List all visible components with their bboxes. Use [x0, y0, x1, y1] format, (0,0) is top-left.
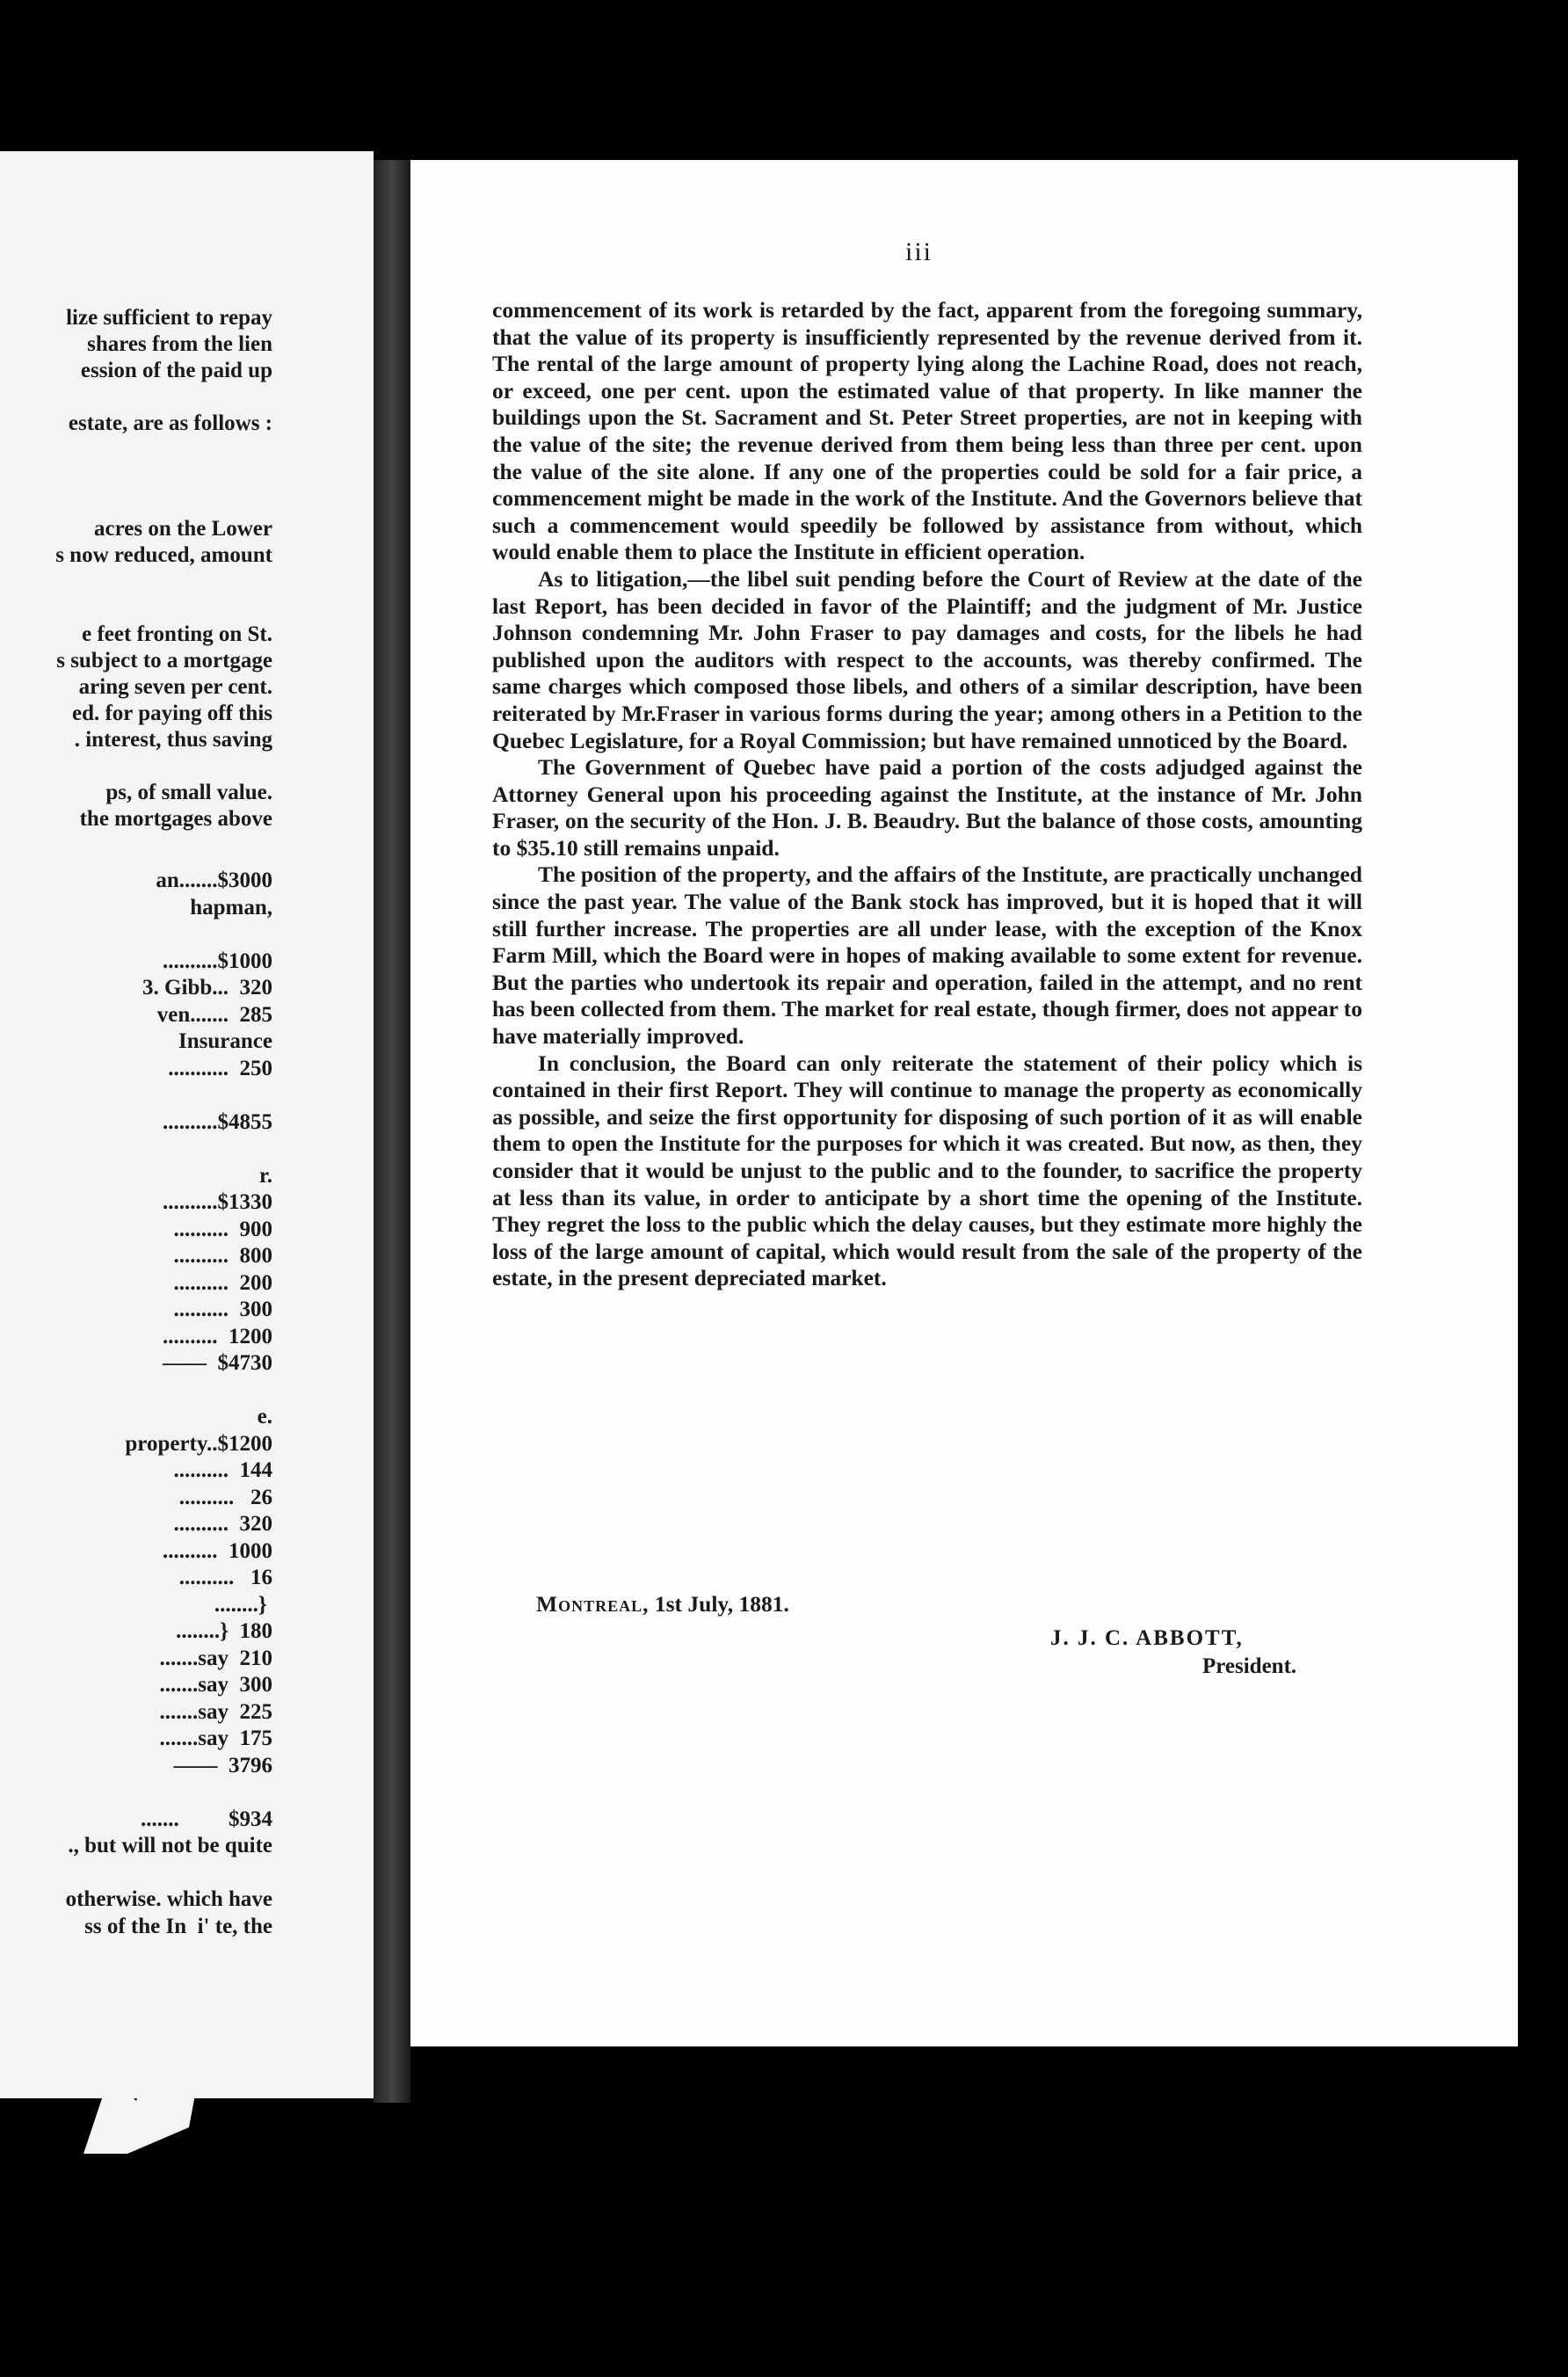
left-ledger-line: .......... 900	[173, 1217, 272, 1241]
left-text-line: ed. for paying off this	[71, 701, 272, 725]
left-ledger-line: .......... 26	[178, 1485, 272, 1509]
left-text-line: s now reduced, amount	[55, 543, 272, 567]
left-ledger-line: ....... $934	[141, 1806, 272, 1831]
report-body	[492, 297, 1362, 1292]
left-ledger-line: property..$1200	[125, 1431, 272, 1456]
left-text-line: estate, are as follows :	[68, 411, 272, 435]
signature-title: President.	[1202, 1654, 1297, 1678]
paragraph-property-position: The position of the property, and the affairs of the Institute, are practically unchanged since the past year. The value of the Bank stock has improved, but it is hoped that it will still further increase. The properties are all under lease, with the exception of the Knox Farm Mill, which the Board were in hopes of making available to some extent for revenue. But the parties who undertook its repair and operation, failed in the attempt, and no rent has been collected from them. The market for real estate, though firmer, does not appear to have materially improved.	[492, 861, 1362, 1050]
left-ledger-line: an.......$3000	[156, 869, 272, 892]
left-ledger-line: ........... 250	[168, 1056, 272, 1080]
left-text-line: acres on the Lower	[94, 517, 272, 541]
left-ledger-line: e.	[257, 1405, 272, 1428]
left-text-line: lize sufficient to repay	[66, 306, 272, 330]
left-ledger-line: ..........$1330	[163, 1190, 272, 1214]
left-ledger-line: .......... 16	[178, 1566, 272, 1589]
left-page-fragment	[0, 151, 374, 2098]
left-ledger-line: ........}	[214, 1592, 272, 1617]
dateline	[536, 1591, 789, 1617]
left-ledger-line: ven....... 285	[156, 1002, 272, 1027]
left-ledger-line: ., but will not be quite	[68, 1834, 272, 1857]
paragraph-conclusion: In conclusion, the Board can only reiterate the statement of their policy which is contained in their first Report. They will continue to manage the property as economically as possible, and seize the first opportunity for disposing of such portion of it as will enable them to open the Institute for the purposes for which it was created. But now, as then, they consider that it would be unjust to the public and to the founder, to sacrifice the property at less than its value, in order to anticipate by a short time the opening of the Institute. They regret the loss to the public which the delay causes, but they estimate more highly the loss of the large amount of capital, which would result from the sale of the property of the estate, in the present depreciated market.	[492, 1050, 1362, 1291]
left-ledger-line: —— 3796	[173, 1753, 272, 1777]
paragraph-revenue: commencement of its work is retarded by the fact, apparent from the foregoing summary, that the value of its property is insufficiently represented by the revenue derived from it. The rental of the large amount of property lying along the Lachine Road, does not reach, or exceed, one per cent. upon the estimated value of that property. In like manner the buildings upon the St. Sacrament and St. Peter Street properties, are not in keeping with the value of the site; the revenue derived from them being less than three per cent. upon the value of the site alone. If any one of the properties could be sold for a fair price, a commencement might be made in the work of the Institute. And the Governors believe that such a commencement would speedily be followed by assistance from without, which would enable them to place the Institute in efficient operation.	[492, 297, 1362, 565]
left-ledger-line: hapman,	[190, 895, 272, 920]
signature-name: J. J. C. ABBOTT,	[1050, 1626, 1244, 1650]
left-ledger-line: .......say 300	[159, 1673, 272, 1697]
left-ledger-line: .......... 800	[173, 1244, 272, 1268]
left-text-line: . interest, thus saving	[74, 728, 272, 752]
paragraph-costs: The Government of Quebec have paid a portion of the costs adjudged against the Attorney General upon his proceeding against the Institute, at the instance of Mr. John Fraser, on the security of the Hon. J. B. Beaudry. But the balance of those costs, amounting to $35.10 still remains unpaid.	[492, 754, 1362, 861]
left-text-line: ps, of small value.	[105, 781, 272, 804]
left-ledger-line: .......say 210	[159, 1646, 272, 1670]
left-ledger-line: .......... 200	[173, 1270, 272, 1295]
paragraph-litigation: As to litigation,—the libel suit pending before the Court of Review at the date of the last Report, has been decided in favor of the Plaintiff; and the judgment of Mr. Justice Johnson condemning Mr. John Fraser to pay damages and costs, for the libels he had published upon the auditors with respect to the accounts, was thereby confirmed. The same charges which composed those libels, and others of a similar description, have been reiterated by Mr.Fraser in various forms during the year; among others in a Petition to the Quebec Legislature, for a Royal Commission; but have remained unnoticed by the Board.	[492, 565, 1362, 753]
left-ledger-line: 3. Gibb... 320	[142, 976, 272, 1000]
left-ledger-line: .......say 175	[159, 1726, 272, 1750]
left-text-line: the mortgages above	[79, 807, 272, 831]
left-ledger-line: r.	[258, 1163, 272, 1188]
torn-paper-corner	[75, 2022, 207, 2163]
left-ledger-line: .......... 300	[173, 1298, 272, 1321]
left-ledger-line: .......... 144	[173, 1458, 272, 1482]
left-ledger-line: Insurance	[178, 1029, 272, 1053]
left-ledger-line: ........} 180	[176, 1619, 272, 1643]
left-ledger-line: .......... 1000	[163, 1538, 272, 1563]
left-ledger-line: ..........$4855	[163, 1109, 272, 1134]
page-number: iii	[905, 237, 933, 266]
left-ledger-line: —— $4730	[163, 1351, 272, 1375]
left-text-line: e feet fronting on St.	[82, 622, 272, 646]
left-ledger-line: .......... 1200	[163, 1324, 272, 1348]
left-ledger-line: ..........$1000	[163, 949, 272, 973]
dateline-place: Montreal,	[536, 1591, 650, 1617]
left-ledger-line: .......... 320	[173, 1512, 272, 1536]
left-ledger-line: otherwise. which have	[65, 1887, 272, 1911]
left-text-line: s subject to a mortgage	[56, 649, 272, 672]
left-text-line: aring seven per cent.	[78, 675, 272, 699]
left-text-line: ession of the paid up	[80, 359, 272, 382]
book-spine	[374, 160, 410, 2103]
left-ledger-line: ss of the In i' te, the	[84, 1914, 272, 1938]
left-text-line: shares from the lien	[87, 332, 272, 356]
dateline-date: 1st July, 1881.	[649, 1591, 789, 1617]
left-ledger-line: .......say 225	[159, 1699, 272, 1724]
